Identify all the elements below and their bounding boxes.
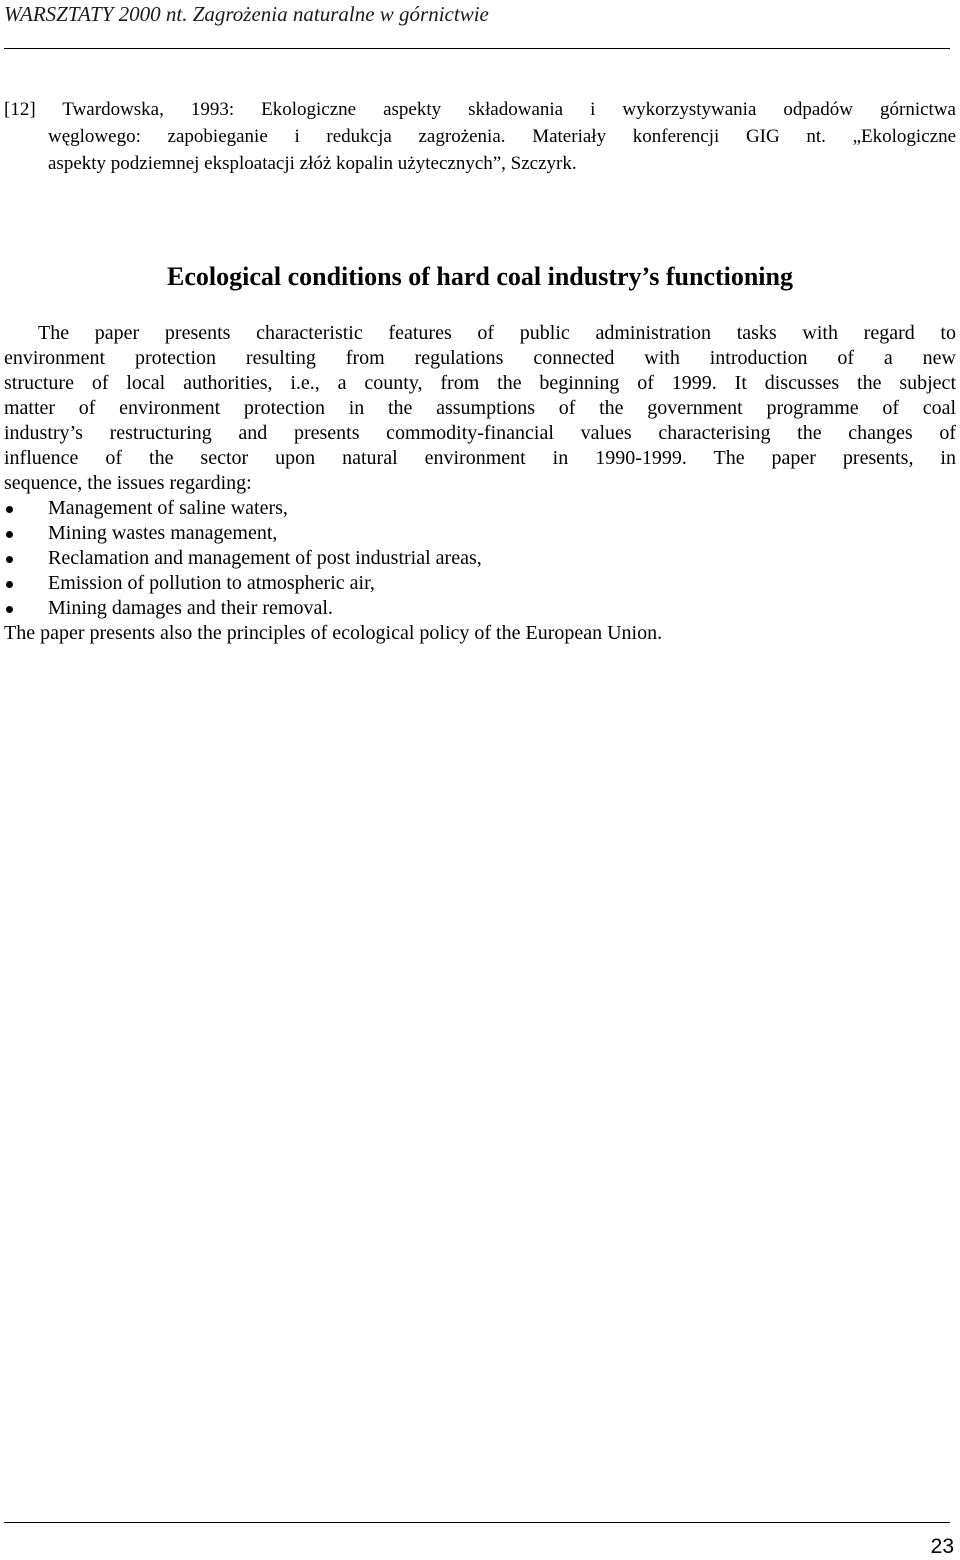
list-item xyxy=(4,571,956,596)
reference-line: węglowego: zapobieganie i redukcja zagrożenia. Materiały konferencji GIG nt. „Ekologiczne xyxy=(48,126,956,147)
page-number: 23 xyxy=(930,1535,954,1558)
list-item xyxy=(4,521,956,546)
abstract-line: influence of the sector upon natural environment in 1990-1999. The paper presents, in xyxy=(4,447,956,469)
running-header: WARSZTATY 2000 nt. Zagrożenia naturalne w górnictwie xyxy=(4,2,489,26)
list-item xyxy=(4,596,956,621)
reference-line: [12] Twardowska, 1993: Ekologiczne aspekty składowania i wykorzystywania odpadów górnictwa xyxy=(4,99,956,120)
abstract-line: sequence, the issues regarding: xyxy=(4,472,252,494)
bullet-icon xyxy=(6,506,13,513)
bullet-icon xyxy=(6,556,13,563)
list-item-text: Mining wastes management, xyxy=(48,522,278,544)
abstract-line: matter of environment protection in the assumptions of the government programme of coal xyxy=(4,397,956,419)
abstract-line: environment protection resulting from regulations connected with introduction of a new xyxy=(4,347,956,369)
bullet-icon xyxy=(6,531,13,538)
abstract-title: Ecological conditions of hard coal industry’s functioning xyxy=(167,262,793,291)
list-item-text: Reclamation and management of post industrial areas, xyxy=(48,547,482,569)
abstract-line: The paper presents characteristic features of public administration tasks with regard to xyxy=(38,322,956,344)
list-item-text: Mining damages and their removal. xyxy=(48,597,333,619)
closing-sentence: The paper presents also the principles of ecological policy of the European Union. xyxy=(4,622,663,644)
issues-list xyxy=(4,496,956,621)
footer-rule xyxy=(4,1522,950,1523)
abstract-line: industry’s restructuring and presents commodity-financial values characterising the changes of xyxy=(4,422,956,444)
reference-line: aspekty podziemnej eksploatacji złóż kopalin użytecznych”, Szczyrk. xyxy=(48,153,577,174)
header-rule xyxy=(4,48,950,49)
abstract-body xyxy=(4,321,956,646)
reference-entry xyxy=(4,96,956,177)
list-item xyxy=(4,546,956,571)
bullet-icon xyxy=(6,581,13,588)
list-item xyxy=(4,496,956,521)
list-item-text: Management of saline waters, xyxy=(48,497,288,519)
list-item-text: Emission of pollution to atmospheric air, xyxy=(48,572,375,594)
bullet-icon xyxy=(6,606,13,613)
abstract-line: structure of local authorities, i.e., a county, from the beginning of 1999. It discusses the subject xyxy=(4,372,956,394)
